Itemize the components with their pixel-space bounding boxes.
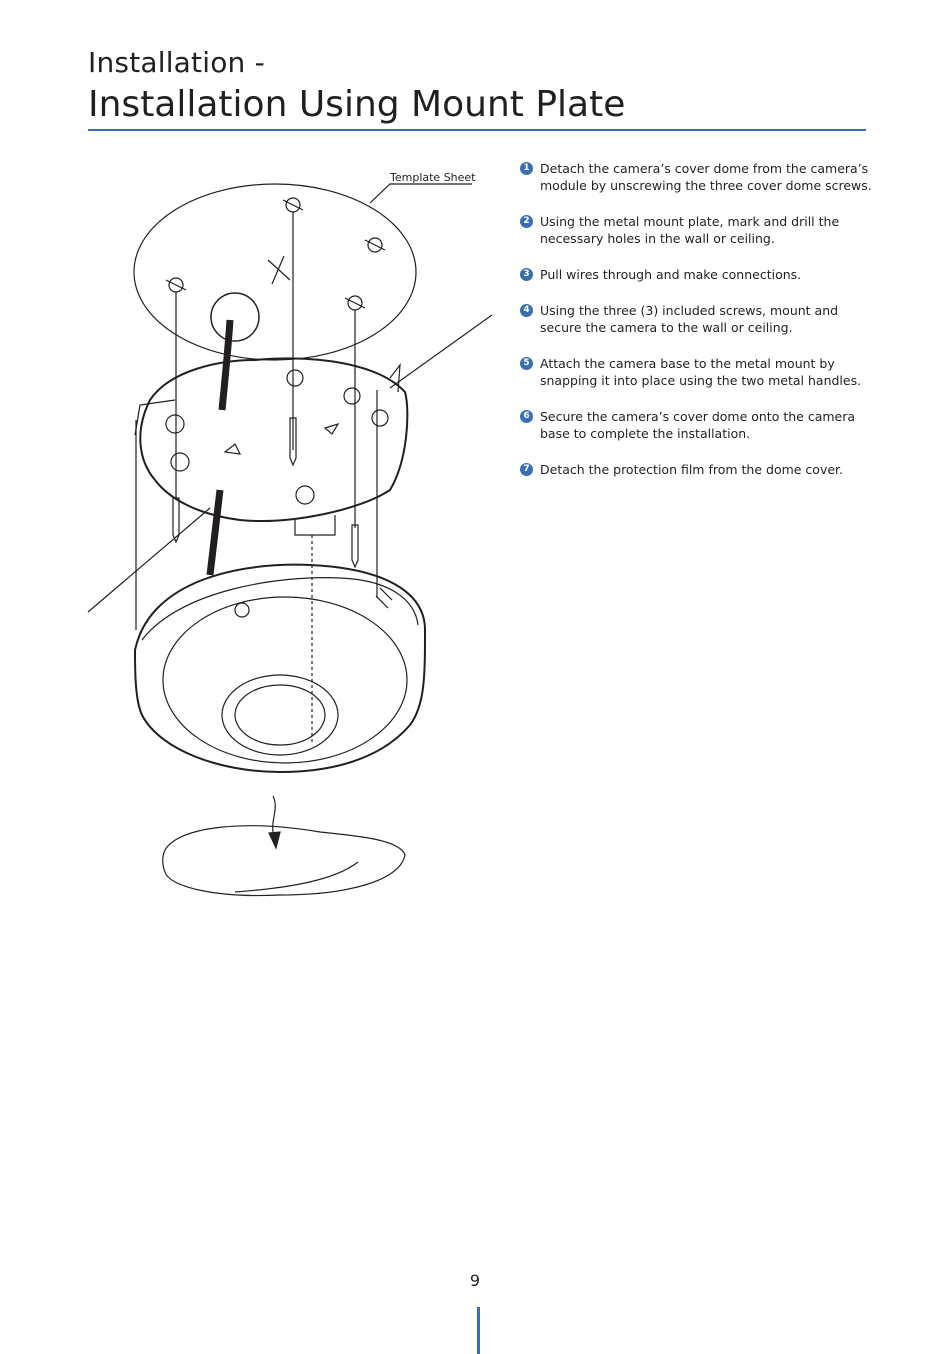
mounting-screw <box>173 292 179 542</box>
protection-film <box>163 826 405 896</box>
camera-lens <box>222 675 338 755</box>
step-number-badge: 3 <box>520 268 533 281</box>
list-item <box>520 266 880 283</box>
list-item <box>520 355 880 389</box>
step-text: Secure the camera’s cover dome onto the camera base to complete the installation. <box>540 409 856 441</box>
step-number-badge: 1 <box>520 162 533 175</box>
page-number: 9 <box>469 1271 481 1290</box>
list-item <box>520 461 880 478</box>
list-item <box>520 408 880 442</box>
step-text: Using the three (3) included screws, mount and secure the camera to the wall or ceiling. <box>540 303 839 335</box>
step-number-badge: 7 <box>520 463 533 476</box>
screw-hole-mark <box>283 198 303 212</box>
screw-hole-mark <box>345 296 365 310</box>
step-text: Pull wires through and make connections. <box>540 267 802 282</box>
step-text: Using the metal mount plate, mark and drill the necessary holes in the wall or ceiling. <box>540 214 840 246</box>
step-number-badge: 6 <box>520 410 533 423</box>
step-text: Detach the protection film from the dome cover. <box>540 462 844 477</box>
step-number-badge: 2 <box>520 215 533 228</box>
instruction-list <box>520 160 880 497</box>
section-heading: Installation - <box>88 46 265 79</box>
mount-plate <box>140 358 407 521</box>
step-text: Attach the camera base to the metal mount by snapping it into place using the two metal handles. <box>540 356 862 388</box>
list-item <box>520 160 880 194</box>
screw-hole-mark <box>166 278 186 292</box>
list-item <box>520 302 880 336</box>
mounting-screw <box>352 310 358 567</box>
footer-accent-bar <box>477 1307 480 1354</box>
template-leader-line <box>370 184 472 203</box>
camera-body <box>135 565 425 772</box>
step-text: Detach the camera’s cover dome from the camera’s module by unscrewing the three cover dome screws. <box>540 161 872 193</box>
installation-diagram <box>80 160 500 910</box>
template-sheet-label: Template Sheet <box>390 171 476 184</box>
page-title: Installation Using Mount Plate <box>88 84 626 125</box>
step-number-badge: 5 <box>520 357 533 370</box>
list-item <box>520 213 880 247</box>
mounting-screw <box>290 212 296 465</box>
step-number-badge: 4 <box>520 304 533 317</box>
header-divider <box>88 129 866 131</box>
screw-hole-mark <box>365 238 385 252</box>
